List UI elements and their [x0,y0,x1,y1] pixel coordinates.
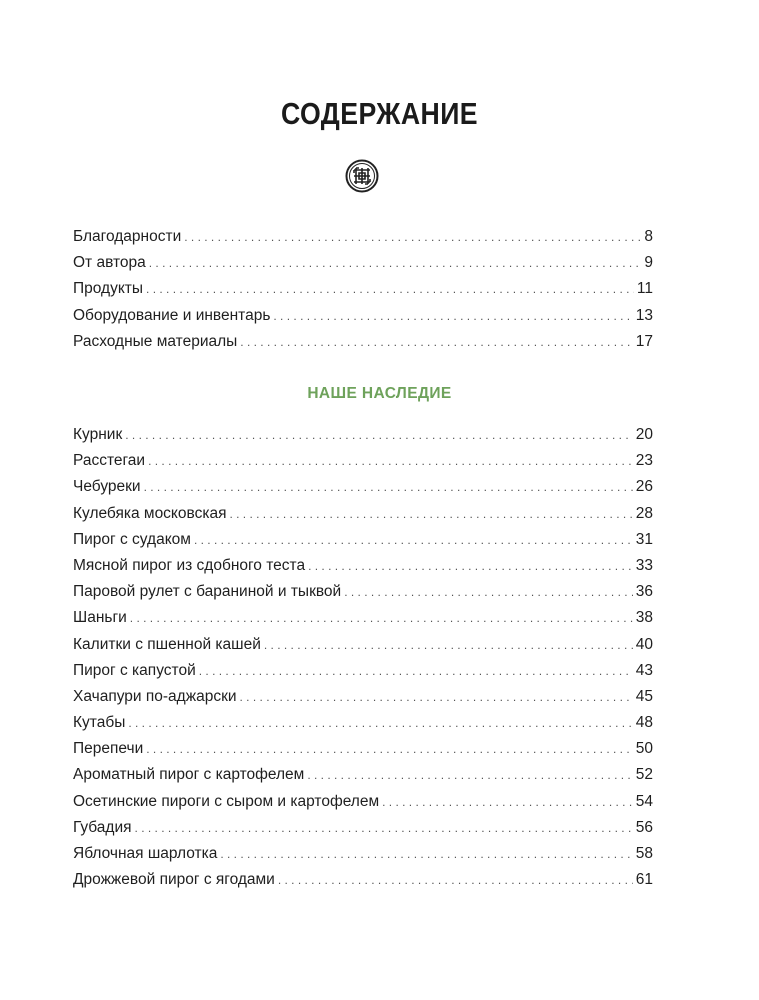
toc-entry[interactable] [73,867,653,893]
toc-entry[interactable] [73,658,653,684]
toc-entry[interactable] [73,224,653,250]
toc-entry-page: 48 [635,714,653,732]
toc-entry-title: Оборудование и инвентарь [73,306,271,324]
section-heading: НАШЕ НАСЛЕДИЕ [307,385,452,402]
toc-entry[interactable] [73,815,653,841]
toc-entry-title: Кулебяка московская [73,504,227,522]
toc-entry-title: Хачапури по-аджарски [73,687,237,705]
toc-entry-page: 40 [635,635,653,653]
dot-leader [128,710,632,736]
toc-entry[interactable] [73,422,653,448]
toc-entry-title: Губадия [73,818,132,836]
dot-leader [144,474,633,500]
toc-entry-page: 13 [635,306,653,324]
dot-leader [146,276,634,302]
toc-entry-page: 58 [635,845,653,862]
dot-leader [273,303,632,329]
toc-entry[interactable] [73,553,653,579]
toc-entry[interactable] [73,762,653,788]
toc-entry[interactable] [73,684,653,710]
dot-leader [130,605,633,631]
toc-entry[interactable] [73,789,653,815]
dot-leader [220,841,632,867]
toc-entry-title: Кутабы [73,714,126,732]
dot-leader [240,684,633,710]
toc-entry-title: Перепечи [73,740,144,758]
toc-entry-page: 38 [635,609,653,627]
dot-leader [148,448,633,474]
dot-leader [199,658,633,684]
toc-entry-page: 36 [635,583,653,601]
toc-entry[interactable] [73,736,653,762]
toc-entry-title: Курник [73,426,123,443]
toc-entry-title: От автора [73,254,146,272]
toc-entry-page: 23 [635,452,653,470]
dot-leader [240,329,632,355]
toc-entry-page: 20 [635,426,653,443]
toc-entry-title: Пирог с капустой [73,661,196,679]
toc-entry-page: 33 [635,556,653,574]
toc-entry-page: 43 [635,661,653,679]
toc-entry-title: Яблочная шарлотка [73,845,218,862]
toc-entry-page: 52 [635,766,653,784]
toc-entry-title: Расходные материалы [73,332,238,350]
toc-entry[interactable] [73,448,653,474]
dot-leader [382,789,633,815]
dot-leader [146,736,633,762]
section-toc-list [73,422,653,893]
intro-toc-list [73,224,653,355]
toc-entry-title: Осетинские пироги с сыром и картофелем [73,792,380,810]
toc-entry-page: 61 [635,871,653,889]
toc-entry-title: Чебуреки [73,478,141,496]
toc-entry-page: 50 [635,740,653,758]
dot-leader [229,501,632,527]
toc-entry-title: Шаньги [73,609,127,627]
toc-entry-title: Паровой рулет с бараниной и тыквой [73,583,342,601]
toc-entry[interactable] [73,579,653,605]
dot-leader [135,815,633,841]
toc-entry-page: 9 [644,254,653,272]
toc-entry[interactable] [73,841,653,867]
dot-leader [344,579,633,605]
toc-entry-title: Калитки с пшенной кашей [73,635,261,653]
toc-entry-page: 54 [635,792,653,810]
dot-leader [278,867,633,893]
toc-entry-title: Мясной пирог из сдобного теста [73,556,306,574]
toc-entry-page: 31 [635,530,653,548]
dot-leader [125,422,633,448]
toc-entry-title: Ароматный пирог с картофелем [73,766,305,784]
toc-entry[interactable] [73,303,653,329]
toc-entry-title: Продукты [73,280,144,298]
toc-entry-page: 45 [635,687,653,705]
toc-entry-title: Пирог с судаком [73,530,191,548]
toc-entry-page: 26 [635,478,653,496]
dot-leader [307,762,632,788]
toc-entry[interactable] [73,527,653,553]
toc-entry[interactable] [73,501,653,527]
toc-entry[interactable] [73,605,653,631]
toc-entry-page: 17 [635,332,653,350]
toc-entry[interactable] [73,474,653,500]
toc-entry-page: 28 [635,504,653,522]
page-title: СОДЕРЖАНИЕ [280,96,479,131]
toc-entry[interactable] [73,710,653,736]
celtic-knot-icon [345,159,379,193]
dot-leader [308,553,633,579]
dot-leader [149,250,642,276]
toc-entry-page: 11 [636,280,653,298]
toc-entry[interactable] [73,632,653,658]
toc-entry-page: 56 [635,818,653,836]
toc-entry-page: 8 [644,228,653,245]
toc-entry-title: Расстегаи [73,452,146,470]
toc-entry-title: Дрожжевой пирог с ягодами [73,871,275,889]
dot-leader [264,632,633,658]
dot-leader [184,224,641,250]
toc-entry[interactable] [73,276,653,302]
toc-entry[interactable] [73,250,653,276]
toc-entry-title: Благодарности [73,228,182,245]
toc-entry[interactable] [73,329,653,355]
dot-leader [194,527,633,553]
